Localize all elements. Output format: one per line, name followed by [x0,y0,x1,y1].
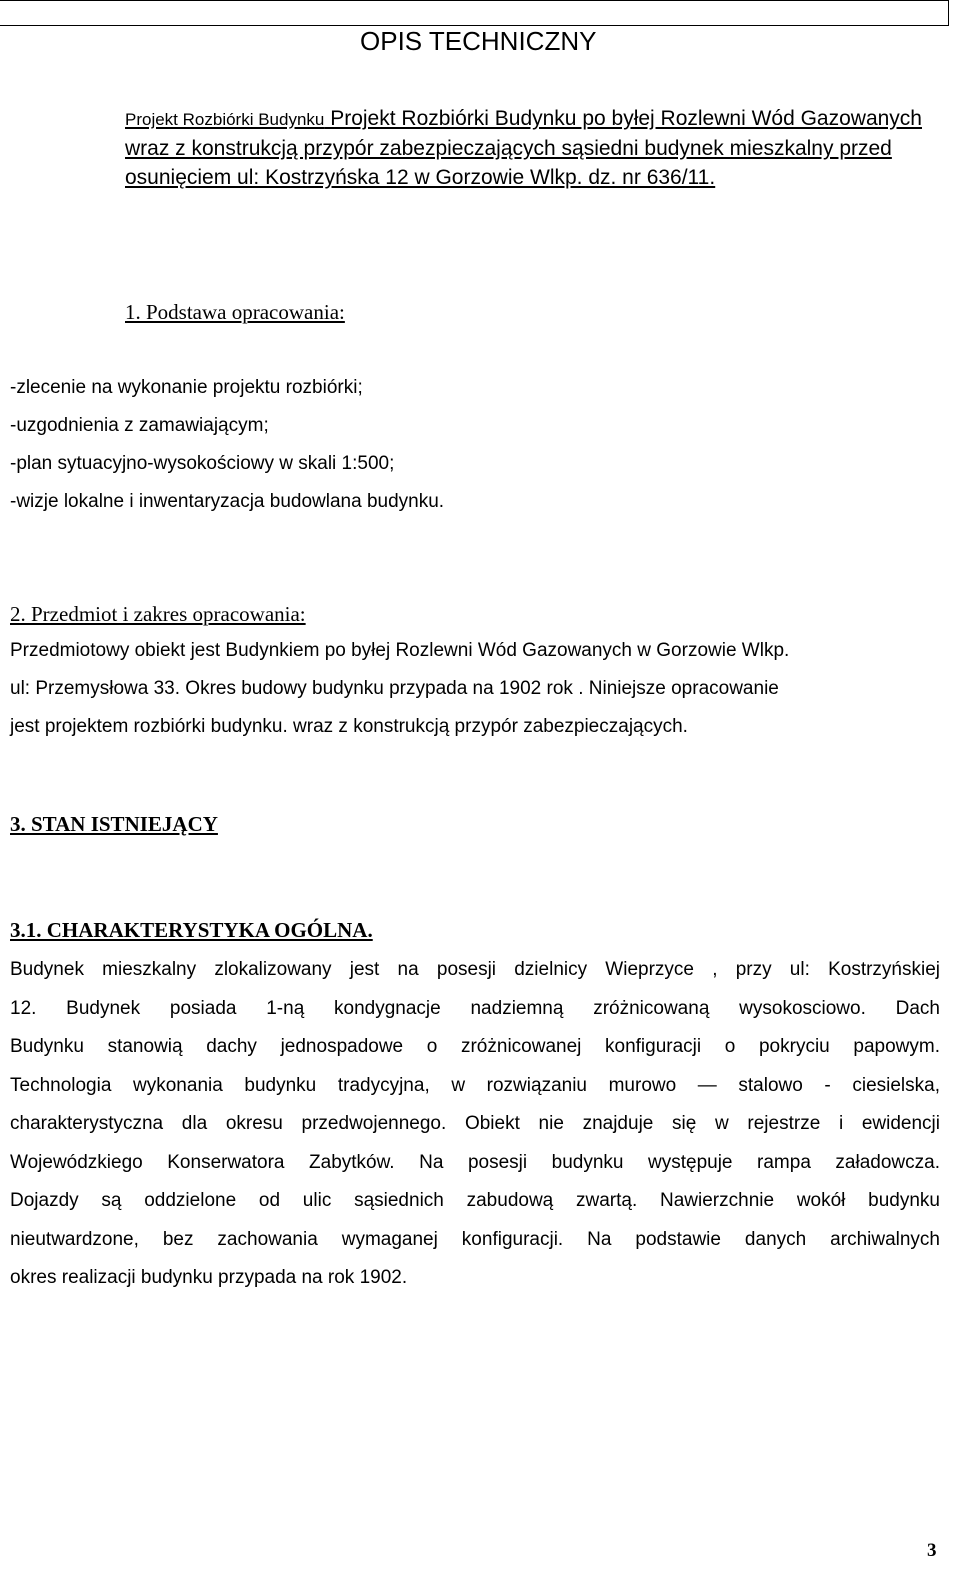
section-1-heading: 1. Podstawa opracowania: [125,300,345,324]
paragraph-line: Technologia wykonania budynku tradycyjna, w rozwiązaniu murowo — stalowo - ciesielska, [10,1074,940,1096]
section-1-item: -uzgodnienia z zamawiającym; [10,415,269,436]
section-2-line: Przedmiotowy obiekt jest Budynkiem po byłej Rozlewni Wód Gazowanych w Gorzowie Wlkp. [10,640,790,661]
project-title-prefix: Projekt Rozbiórki Budynku [125,110,325,129]
paragraph-line: Budynek mieszkalny zlokalizowany jest na posesji dzielnicy Wieprzyce , przy ul: Kostrzyńskiej [10,959,940,980]
paragraph-line: charakterystyczna dla okresu przedwojennego. Obiekt nie znajduje się w rejestrze i ewidencji [10,1113,940,1134]
project-title-rest: Projekt Rozbiórki Budynku po byłej Rozlewni Wód Gazowanych wraz z konstrukcją przypór zabezpieczających sąsiedni budynek mieszkalny przed osunięciem ul: Kostrzyńska 12 w Gorzowie Wlkp. dz. nr 636/11. [125,107,922,189]
paragraph-line: okres realizacji budynku przypada na rok 1902. [10,1267,408,1288]
paragraph-line: Dojazdy są oddzielone od ulic sąsiednich zabudową zwartą. Nawierzchnie wokół budynku [10,1190,940,1211]
section-2-line: ul: Przemysłowa 33. Okres budowy budynku przypada na 1902 rok . Niniejsze opracowanie [10,678,779,699]
paragraph-line: Wojewódzkiego Konserwatora Zabytków. Na posesji budynku występuje rampa załadowcza. [10,1151,940,1173]
paragraph-line: nieutwardzone, bez zachowania wymaganej konfiguracji. Na podstawie danych archiwalnych [10,1228,940,1250]
project-title [125,104,945,192]
section-3-1-heading: 3.1. CHARAKTERYSTYKA OGÓLNA. [10,918,373,942]
document-title: OPIS TECHNICZNY [360,26,597,56]
page-number: 3 [927,1540,937,1561]
paragraph-line: Budynku stanowią dachy jednospadowe o zróżnicowanej konfiguracji o pokryciu papowym. [10,1036,940,1057]
section-1-item: -zlecenie na wykonanie projektu rozbiórki; [10,377,363,398]
paragraph-line: 12. Budynek posiada 1-ną kondygnacje nadziemną zróżnicowaną wysokosciowo. Dach [10,997,940,1019]
section-3-1-paragraph [10,951,940,1298]
section-1-item: -wizje lokalne i inwentaryzacja budowlana budynku. [10,491,445,512]
section-2-heading: 2. Przedmiot i zakres opracowania: [10,602,306,626]
section-1-item: -plan sytuacyjno-wysokościowy w skali 1:500; [10,453,395,474]
top-border-frame [0,0,949,26]
section-2-line: jest projektem rozbiórki budynku. wraz z konstrukcją przypór zabezpieczających. [10,716,688,737]
section-3-heading: 3. STAN ISTNIEJĄCY [10,812,218,836]
